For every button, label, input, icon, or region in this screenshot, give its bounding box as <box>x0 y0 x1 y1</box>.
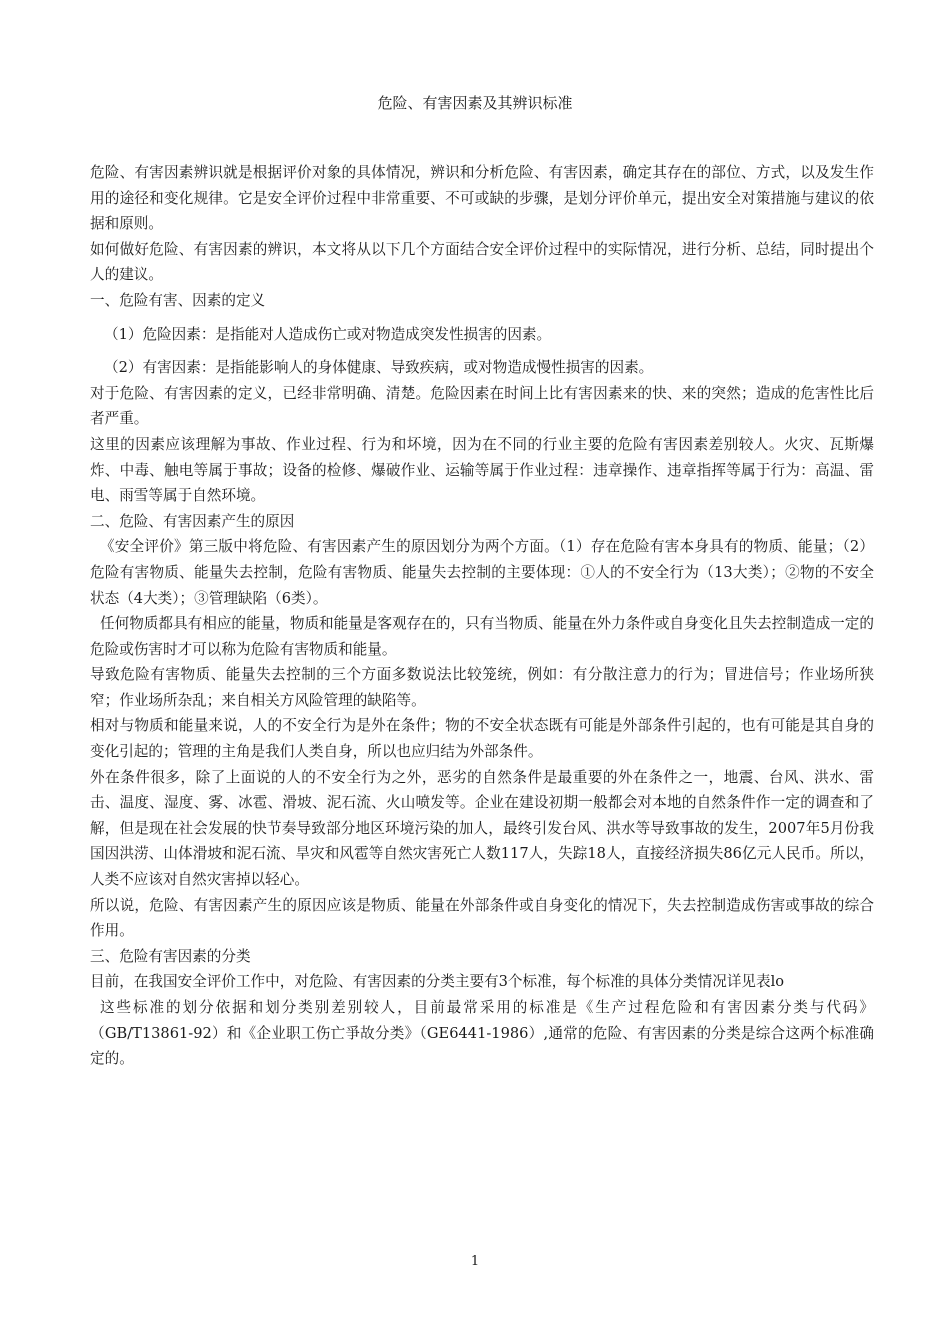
paragraph-standards: 目前，在我国安全评价工作中，对危险、有害因素的分类主要有3个标准，每个标准的具体分类情况详见表lo <box>90 973 785 991</box>
paragraph-control-loss: 导致危险有害物质、能量失去控制的三个方面多数说法比较笼统，例如：有分散注意力的行为；冒进信号；作业场所狭窄；作业场所杂乱；来自相关方风险管理的缺陷等。 <box>90 666 874 709</box>
section-heading-1: 一、危险有害、因素的定义 <box>90 291 266 309</box>
paragraph-summary: 所以说，危险、有害因素产生的原因应该是物质、能量在外部条件或自身变化的情况下，失去控制造成伤害或事故的综合作用。 <box>90 896 874 940</box>
paragraph-energy: 任何物质都具有相应的能量，物质和能量是客观存在的，只有当物质、能量在外力条件或自身变化且失去控制造成一定的危险或伤害时才可以称为危险有害物质和能量。 <box>90 615 874 658</box>
paragraph-natural-disasters: 外在条件很多，除了上面说的人的不安全行为之外，恶劣的自然条件是最重要的外在条件之一，地震、台风、洪水、雷击、温度、湿度、雾、冰雹、滑坡、泥石流、火山喷发等。企业在建设初期一般都会对本地的自然条件作一定的调查和了解，但是现在社会发展的快节奏导致部分地区环境污染的加人，最终引发台风、洪水等导致事故的发生，2007年5月份我国因洪涝、山体滑坡和泥石流、旱灾和风雹等自然灾害死亡人数117人，失踪18人，直接经济损失86亿元人民币。所以，人类不应该对自然灾害掉以轻心。 <box>90 768 874 889</box>
paragraph-definition-note: 对于危险、有害因素的定义，已经非常明确、清楚。危险因素在时间上比有害因素来的快、来的突然；造成的危害性比后者严重。 <box>90 384 874 428</box>
paragraph-causes: 《安全评价》第三版中将危险、有害因素产生的原因划分为两个方面。（1）存在危险有害本身具有的物质、能量；（2）危险有害物质、能量失去控制，危险有害物质、能量失去控制的主要体现：①人的不安全行为（13大类）；②物的不安全状态（4大类）；③管理缺陷（6类）。 <box>90 538 874 607</box>
section-heading-2: 二、危险、有害因素产生的原因 <box>90 512 295 530</box>
definition-harm: （2）有害因素：是指能影响人的身体健康、导致疾病，或对物造成慢性损害的因素。 <box>104 359 654 377</box>
page-number: 1 <box>470 1254 480 1269</box>
document-body <box>90 160 874 1072</box>
paragraph-standards-detail: 这些标准的划分依据和划分类别差别较人，目前最常采用的标准是《生产过程危险和有害因素分类与代码》（GB/T13861-92）和《企业职工伤亡爭故分类》（GE6441-1986）,通常的危险、有害因素的分类是综合这两个标准确定的。 <box>90 999 874 1068</box>
paragraph-approach: 如何做好危险、有害因素的辨识，本文将从以下几个方面结合安全评价过程中的实际情况，进行分析、总结，同时提出个人的建议。 <box>90 240 874 284</box>
paragraph-factor-scope: 这里的因素应该理解为事故、作业过程、行为和坏境，因为在不同的行业主要的危险有害因素差别较人。火灾、瓦斯爆炸、中毒、触电等属于事故；设备的检修、爆破作业、运输等属于作业过程：违章操作、违章指挥等属于行为：高温、雷电、雨雪等属于自然环境。 <box>90 435 874 505</box>
paragraph-external-conditions: 相对与物质和能量来说，人的不安全行为是外在条件；物的不安全状态既有可能是外部条件引起的，也有可能是其自身的变化引起的；管理的主角是我们人类自身，所以也应归结为外部条件。 <box>90 717 874 761</box>
definition-danger: （1）危险因素：是指能对人造成伤亡或对物造成突发性损害的因素。 <box>104 325 552 343</box>
paragraph-intro: 危险、有害因素辨识就是根据评价对象的具体情况，辨识和分析危险、有害因素，确定其存在的部位、方式，以及发生作用的途径和变化规律。它是安全评价过程中非常重要、不可或缺的步骤，是划分评价单元，提出安全对策措施与建议的依据和原则。 <box>90 164 874 233</box>
section-heading-3: 三、危险有害因素的分类 <box>90 947 251 965</box>
document-title: 危险、有害因素及其辨识标准 <box>377 94 573 112</box>
